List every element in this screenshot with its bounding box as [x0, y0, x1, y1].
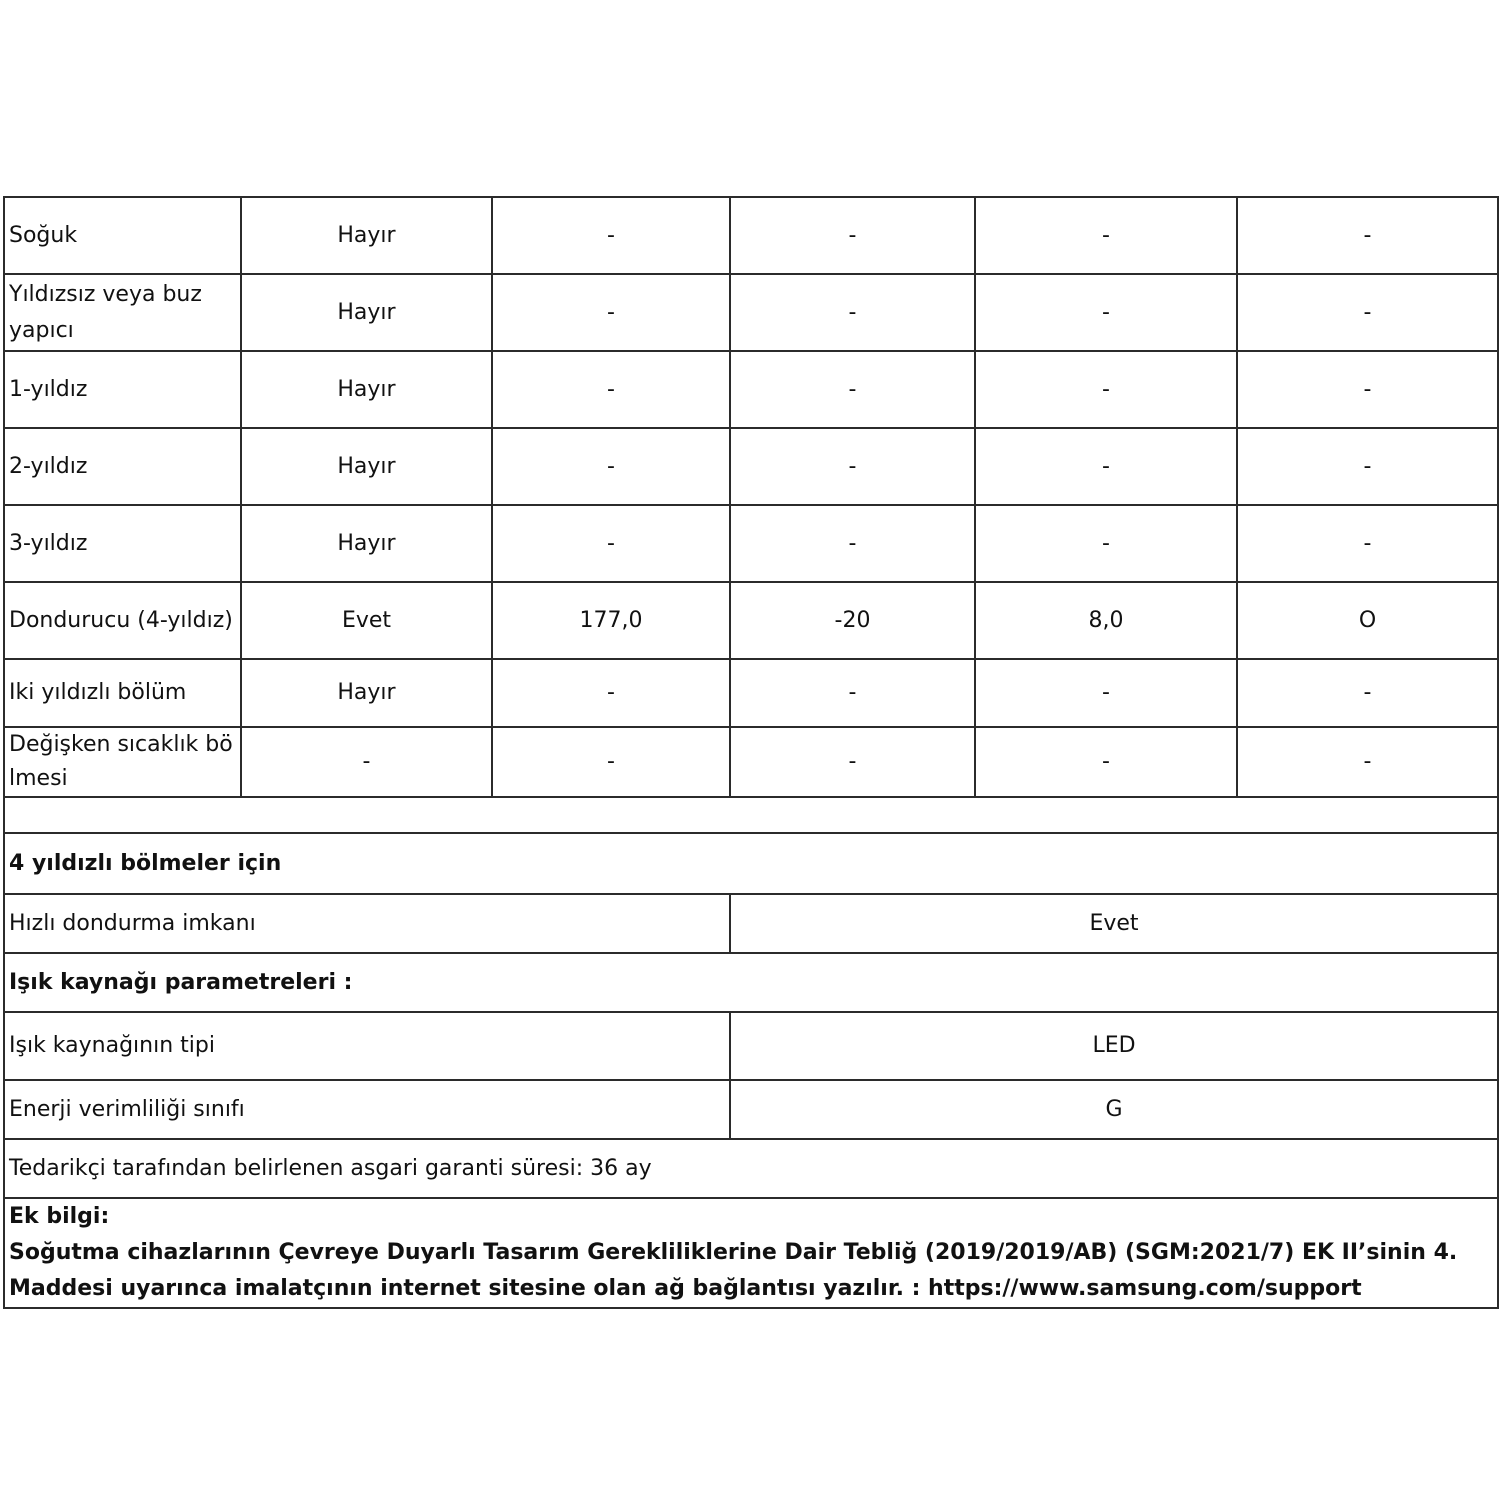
table-cell: - — [492, 428, 730, 505]
table-cell: - — [1237, 274, 1498, 351]
compartment-present: Hayır — [241, 197, 492, 274]
table-cell: - — [975, 505, 1237, 582]
compartment-present: Hayır — [241, 351, 492, 428]
compartment-present: Hayır — [241, 274, 492, 351]
table-cell: - — [492, 727, 730, 797]
compartment-present: - — [241, 727, 492, 797]
section-heading-row — [4, 953, 1498, 1012]
compartment-present: Hayır — [241, 428, 492, 505]
table-cell: - — [1237, 197, 1498, 274]
compartment-spec-table — [3, 196, 1499, 1309]
energy-class-label: Enerji verimliliği sınıfı — [4, 1080, 730, 1139]
compartment-name: 2-yıldız — [4, 428, 241, 505]
compartment-present: Hayır — [241, 659, 492, 727]
table-cell: - — [730, 197, 975, 274]
table-row — [4, 197, 1498, 274]
table-cell: O — [1237, 582, 1498, 659]
table-cell: - — [730, 274, 975, 351]
table-cell: - — [730, 659, 975, 727]
fast-freeze-value: Evet — [730, 894, 1498, 953]
table-row — [4, 582, 1498, 659]
table-cell: - — [1237, 727, 1498, 797]
table-cell: - — [975, 351, 1237, 428]
compartment-name: Soğuk — [4, 197, 241, 274]
table-row — [4, 659, 1498, 727]
additional-info-cell — [4, 1198, 1498, 1308]
four-star-heading: 4 yıldızlı bölmeler için — [4, 833, 1498, 894]
compartment-name: 1-yıldız — [4, 351, 241, 428]
compartment-present: Hayır — [241, 505, 492, 582]
table-cell: - — [1237, 428, 1498, 505]
table-cell: - — [730, 727, 975, 797]
table-cell: - — [1237, 659, 1498, 727]
table-cell: - — [975, 659, 1237, 727]
light-type-label: Işık kaynağının tipi — [4, 1012, 730, 1080]
spacer-row — [4, 797, 1498, 833]
spec-sheet — [3, 196, 1497, 1309]
table-cell: - — [492, 274, 730, 351]
table-row — [4, 1139, 1498, 1198]
warranty-text: Tedarikçi tarafından belirlenen asgari garanti süresi: 36 ay — [4, 1139, 1498, 1198]
light-type-value: LED — [730, 1012, 1498, 1080]
table-cell: - — [730, 505, 975, 582]
table-cell: - — [730, 351, 975, 428]
table-cell: - — [1237, 505, 1498, 582]
table-row — [4, 1012, 1498, 1080]
table-row — [4, 727, 1498, 797]
compartment-name: 3-yıldız — [4, 505, 241, 582]
table-row — [4, 428, 1498, 505]
empty-cell — [4, 797, 1498, 833]
section-heading-row — [4, 833, 1498, 894]
additional-info-row — [4, 1198, 1498, 1308]
table-cell: - — [492, 505, 730, 582]
compartment-name: Değişken sıcaklık bö lmesi — [4, 727, 241, 797]
table-cell: - — [492, 351, 730, 428]
table-cell: - — [730, 428, 975, 505]
table-cell: - — [975, 274, 1237, 351]
table-row — [4, 351, 1498, 428]
additional-info-text: Soğutma cihazlarının Çevreye Duyarlı Tasarım Gerekliliklerine Dair Tebliğ (2019/2019/AB) (SGM:2021/7) EK II’sinin 4. Maddesi uyarınca imalatçının internet sitesine olan ağ bağlantısı yazılır. : https://www.samsung.com/support — [9, 1240, 1458, 1301]
table-cell: - — [492, 197, 730, 274]
table-row — [4, 1080, 1498, 1139]
compartment-name: Dondurucu (4-yıldız) — [4, 582, 241, 659]
table-cell: - — [975, 428, 1237, 505]
fast-freeze-label: Hızlı dondurma imkanı — [4, 894, 730, 953]
table-cell: - — [975, 727, 1237, 797]
table-cell: - — [975, 197, 1237, 274]
table-cell: 177,0 — [492, 582, 730, 659]
additional-info-title: Ek bilgi: — [9, 1204, 110, 1229]
table-cell: -20 — [730, 582, 975, 659]
table-row — [4, 274, 1498, 351]
table-cell: - — [1237, 351, 1498, 428]
compartment-name: Yıldızsız veya buz yapıcı — [4, 274, 241, 351]
energy-class-value: G — [730, 1080, 1498, 1139]
light-source-heading: Işık kaynağı parametreleri : — [4, 953, 1498, 1012]
table-row — [4, 894, 1498, 953]
table-cell: 8,0 — [975, 582, 1237, 659]
compartment-name: Iki yıldızlı bölüm — [4, 659, 241, 727]
table-row — [4, 505, 1498, 582]
table-cell: - — [492, 659, 730, 727]
compartment-present: Evet — [241, 582, 492, 659]
